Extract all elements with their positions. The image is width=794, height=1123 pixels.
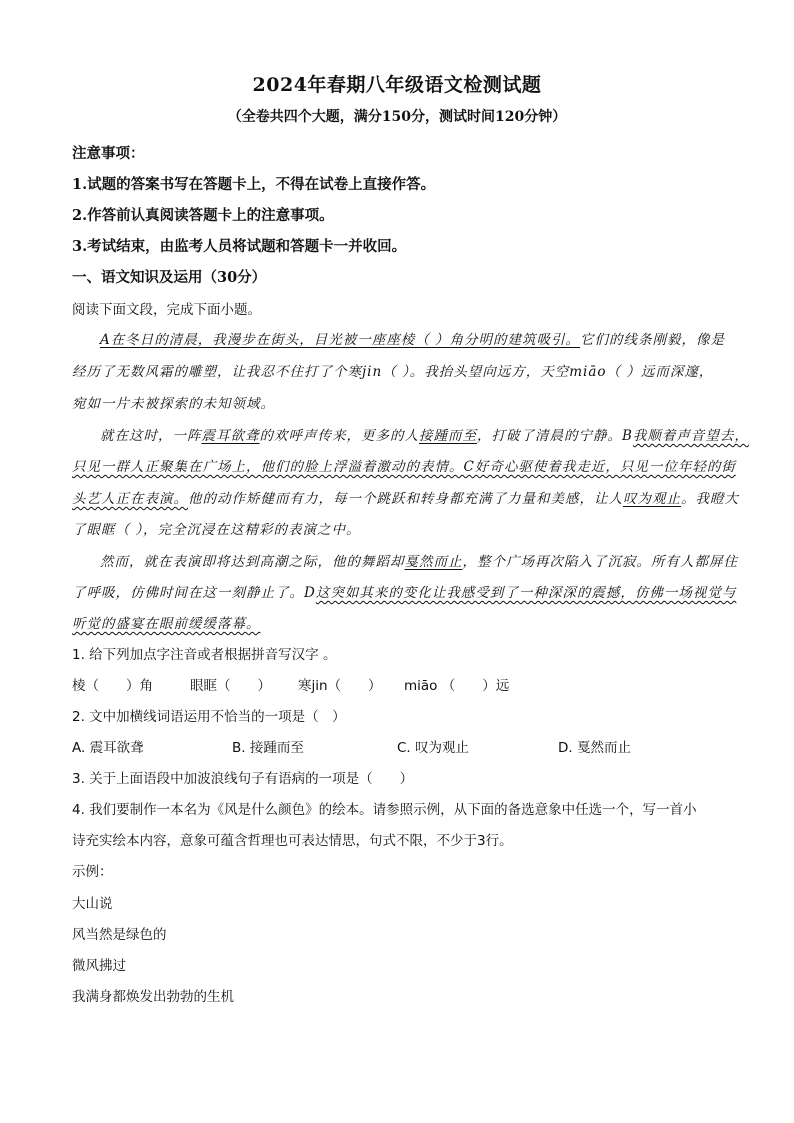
blank-item: 棱（ ）角 [72,678,153,694]
passage-line: A在冬日的清晨，我漫步在街头，目光被一座座棱（ ）角分明的建筑吸引。它们的线条刚毅，像是 [100,332,726,348]
option-d: D. 戛然而止 [558,740,631,756]
section-instruction: 阅读下面文段，完成下面小题。 [72,302,261,318]
note-item: 2.作答前认真阅读答题卡上的注意事项。 [72,207,334,224]
question-2: 2. 文中加横线词语运用不恰当的一项是（ ） [72,709,346,725]
wavy-sentence-d-end: 听觉的盛宴在眼前缓缓落幕。 [72,616,261,632]
page-subtitle: （全卷共四个大题，满分150分，测试时间120分钟） [227,109,567,125]
blank-item: 眼眶（ ） [190,678,271,694]
passage-line: 头艺人正在表演。他的动作矫健而有力，每一个跳跃和转身都充满了力量和美感，让人叹为观止。我瞪大 [72,491,739,507]
passage-line: 了呼吸，仿佛时间在这一刻静止了。D这突如其来的变化让我感受到了一种深深的震撼，仿佛一场视觉与 [72,585,737,601]
option-c: C. 叹为观止 [397,740,470,756]
wavy-sentence-d: 这突如其来的变化让我感受到了一种深深的震撼，仿佛一场视觉与 [315,585,737,601]
example-line: 我满身都焕发出勃勃的生机 [72,989,234,1005]
page-title: 2024年春期八年级语文检测试题 [252,74,542,96]
option-a: A. 震耳欲聋 [72,740,144,756]
example-line: 大山说 [72,896,113,912]
question-1-blanks [72,674,722,694]
question-3: 3. 关于上面语段中加波浪线句子有语病的一项是（ ） [72,771,414,787]
question-4: 4. 我们要制作一本名为《风是什么颜色》的绘本。请参照示例，从下面的备选意象中任选一个，写一首小 [72,802,697,818]
underlined-word: 戛然而止 [404,554,463,570]
passage-line: 经历了无数风霜的雕塑，让我忍不住打了个寒jin（ ）。我抬头望向远方，天空miāo（ ）远而深邃， [72,364,714,380]
wavy-sentence-c: 头艺人正在表演。 [72,491,188,507]
blank-item: miāo （ ）远 [404,678,510,694]
example-line: 风当然是绿色的 [72,927,167,943]
wavy-sentence-b: 我顺着声音望去， [632,428,749,444]
question-2-options [72,736,722,756]
passage-line: 了眼眶（ ），完全沉浸在这精彩的表演之中。 [72,522,361,538]
example-line: 微风拂过 [72,958,126,974]
wavy-sentence-bc: 只见一群人正聚集在广场上，他们的脸上浮溢着激动的表情。C好奇心驱使着我走近，只见一位年轻的街 [72,459,736,475]
underlined-word: 震耳欲聋 [201,428,260,444]
passage-line: 宛如一片未被探索的未知领域。 [72,396,275,412]
sentence-a: A在冬日的清晨，我漫步在街头，目光被一座座棱（ ）角分明的建筑吸引。 [100,332,581,348]
note-item: 1.试题的答案书写在答题卡上，不得在试卷上直接作答。 [72,176,436,193]
passage-line: 就在这时，一阵震耳欲聋的欢呼声传来，更多的人接踵而至，打破了清晨的宁静。B我顺着声音望去， [100,428,749,444]
question-1: 1. 给下列加点字注音或者根据拼音写汉字 。 [72,647,337,663]
underlined-word: 接踵而至 [419,428,477,444]
example-label: 示例： [72,864,113,880]
notes-heading: 注意事项： [72,145,145,162]
option-b: B. 接踵而至 [232,740,304,756]
underlined-word: 叹为观止 [623,491,681,507]
note-item: 3.考试结束，由监考人员将试题和答题卡一并收回。 [72,238,407,255]
question-4-cont: 诗充实绘本内容，意象可蕴含哲理也可表达情思，句式不限，不少于3行。 [72,833,513,849]
passage-line: 然而，就在表演即将达到高潮之际，他的舞蹈却戛然而止，整个广场再次陷入了沉寂。所有人都屏住 [100,554,738,570]
blank-item: 寒jin（ ） [298,678,382,694]
section-heading: 一、语文知识及运用（30分） [72,269,267,286]
